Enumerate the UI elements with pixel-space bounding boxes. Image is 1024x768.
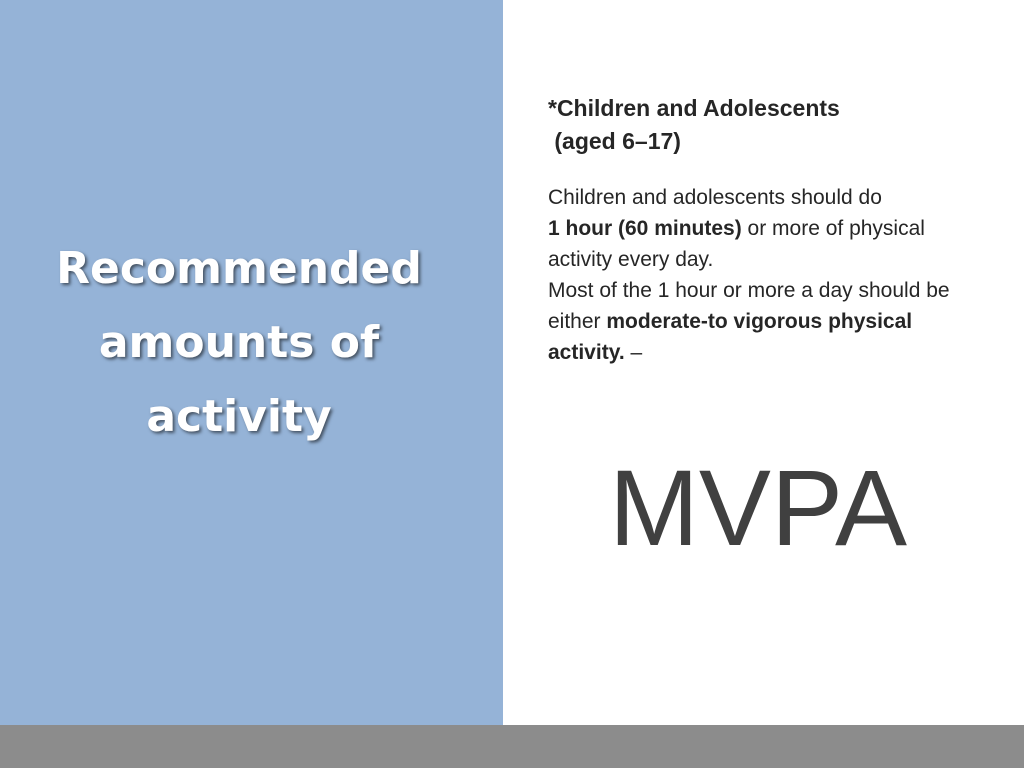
paragraph-1-rest: or more of physical activity every day. xyxy=(548,217,925,271)
mvpa-acronym: MVPA xyxy=(608,447,908,568)
recommendation-text xyxy=(548,182,988,368)
content-panel xyxy=(548,92,988,368)
paragraph-2-intro: Most of the 1 hour or more a day should be either xyxy=(548,279,950,333)
paragraph-2-emphasis: moderate-to vigorous physical activity. xyxy=(548,310,913,364)
paragraph-1-emphasis: 1 hour (60 minutes) xyxy=(548,217,742,240)
audience-heading-line-1: *Children and Adolescents xyxy=(548,95,840,121)
slide-title-line-1: Recommended xyxy=(56,243,422,294)
paragraph-2-rest: – xyxy=(624,341,643,364)
footer-bar xyxy=(0,725,1024,768)
recommendation-paragraph-1 xyxy=(548,182,988,275)
slide-title-line-2: amounts of xyxy=(98,317,380,368)
recommendation-paragraph-2 xyxy=(548,275,988,368)
audience-heading xyxy=(548,92,988,158)
audience-heading-line-2: (aged 6–17) xyxy=(548,128,681,154)
slide-title-line-3: activity xyxy=(146,391,332,442)
paragraph-1-intro: Children and adolescents should do xyxy=(548,186,882,209)
slide-title xyxy=(0,232,478,454)
